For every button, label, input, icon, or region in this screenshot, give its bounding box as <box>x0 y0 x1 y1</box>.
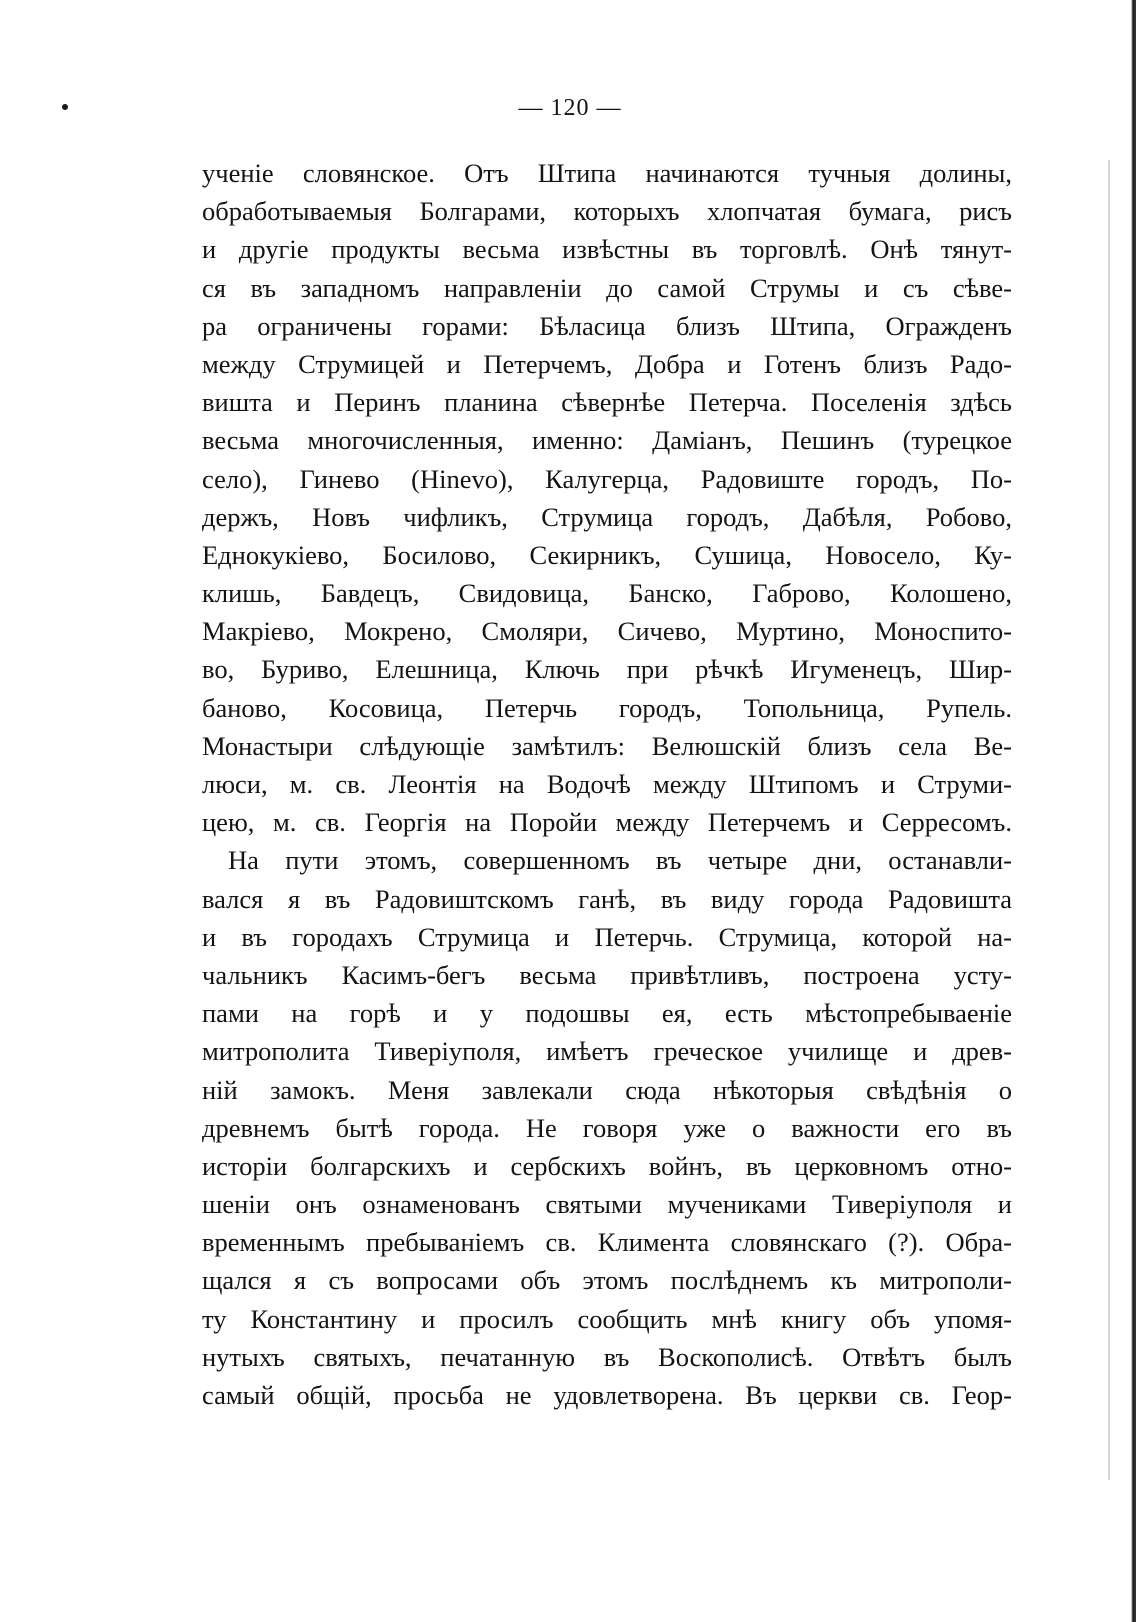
text-line: нутыхъ святыхъ, печатанную въ Воскополисѣ. Отвѣтъ былъ <box>202 1341 1012 1372</box>
text-line: исторіи болгарскихъ и сербскихъ войнъ, въ церковномъ отно- <box>202 1150 1012 1181</box>
body-text <box>202 154 1012 1414</box>
text-line: обработываемыя Болгарами, которыхъ хлопчатая бумага, рисъ <box>202 196 1012 227</box>
text-line: во, Буриво, Елешница, Ключь при рѣчкѣ Игуменецъ, Шир- <box>202 654 1012 685</box>
text-line: вишта и Перинъ планина сѣвернѣе Петерча. Поселенія здѣсь <box>202 387 1012 418</box>
text-line: щался я съ вопросами объ этомъ послѣднемъ къ митрополи- <box>202 1265 1012 1296</box>
page-edge-shadow <box>1131 0 1136 1622</box>
text-line: Еднокукіево, Босилово, Секирникъ, Сушица, Новосело, Ку- <box>202 539 1012 570</box>
text-line: весьма многочисленныя, именно: Даміанъ, Пешинъ (турецкое <box>202 425 1012 456</box>
text-line: самый общій, просьба не удовлетворена. Въ церкви св. Геор- <box>202 1380 1012 1410</box>
text-line: вался я въ Радовиштскомъ ганѣ, въ виду города Радовишта <box>202 883 1012 914</box>
text-line: село), Гинево (Hinevo), Калугерца, Радовиште городъ, По- <box>202 463 1012 494</box>
text-line: шеніи онъ ознаменованъ святыми мучениками Тиверіуполя и <box>202 1189 1012 1220</box>
text-line: пами на горѣ и у подошвы ея, есть мѣстопребываеніе <box>202 998 1012 1029</box>
text-line: и въ городахъ Струмица и Петерчь. Струмица, которой на- <box>202 921 1012 952</box>
text-line: ту Константину и просилъ сообщить мнѣ книгу объ упомя- <box>202 1303 1012 1334</box>
page-number: — 120 — <box>518 95 622 121</box>
text-line: чальникъ Касимъ-бегъ весьма привѣтливъ, построена усту- <box>202 959 1012 990</box>
text-line: между Струмицей и Петерчемъ, Добра и Готенъ близъ Радо- <box>202 348 1012 379</box>
text-line: ра ограничены горами: Бѣласица близъ Штипа, Огражденъ <box>202 310 1012 341</box>
text-line: люси, м. св. Леонтія на Водочѣ между Штипомъ и Струми- <box>202 769 1012 799</box>
text-line: цею, м. св. Георгія на Поройи между Петерчемъ и Серресомъ. <box>202 807 1012 838</box>
text-line: Монастыри слѣдующіе замѣтилъ: Велюшскій близъ села Ве- <box>202 730 1012 761</box>
paragraph-start-line: На пути этомъ, совершенномъ въ четыре дни, останавли- <box>228 845 1012 876</box>
text-line: ній замокъ. Меня завлекали сюда нѣкоторыя свѣдѣнія о <box>202 1074 1012 1105</box>
text-line: баново, Косовица, Петерчь городъ, Топольница, Рупель. <box>202 692 1012 723</box>
text-line: и другіе продукты весьма извѣстны въ торговлѣ. Онѣ тянут- <box>202 234 1012 265</box>
text-line: митрополита Тиверіуполя, имѣетъ греческое училище и древ- <box>202 1036 1012 1067</box>
text-line: ся въ западномъ направленіи до самой Струмы и съ сѣве- <box>202 272 1012 303</box>
text-line: клишь, Бавдецъ, Свидовица, Банско, Габрово, Колошено, <box>202 578 1012 609</box>
text-line: держъ, Новъ чифликъ, Струмица городъ, Дабѣля, Робово, <box>202 501 1012 532</box>
text-line: временнымъ пребываніемъ св. Климента словянскаго (?). Обра- <box>202 1227 1012 1258</box>
text-line: Макріево, Мокрено, Смоляри, Сичево, Муртино, Моноспито- <box>202 616 1012 647</box>
page-fold-line <box>1108 160 1110 1480</box>
text-line: ученіе словянское. Отъ Штипа начинаются тучныя долины, <box>202 158 1012 188</box>
text-line: древнемъ бытѣ города. Не говоря уже о важности его въ <box>202 1112 1012 1143</box>
